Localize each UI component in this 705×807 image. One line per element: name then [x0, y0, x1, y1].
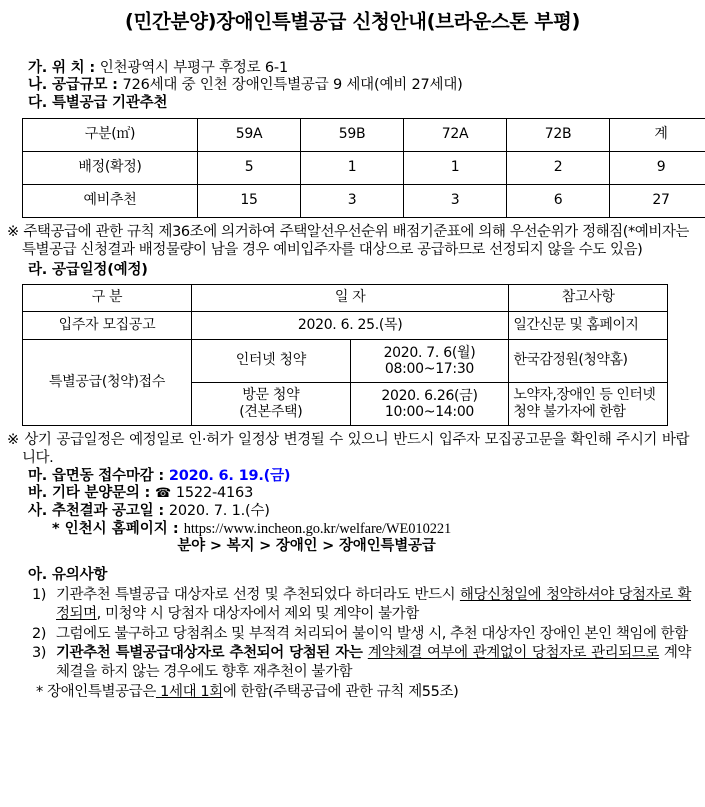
allocation-note: ※ 주택공급에 관한 규칙 제36조에 의거하여 주택알선우선순위 배점기준표에 의해 우선순위가 정해짐(*예비자는 특별공급 신청결과 배정물량이 남을 경우 예비입주자를 대상으로 공급하므로 선정되지 않을 수도 있음)	[7, 223, 689, 259]
table-row-header	[23, 118, 705, 151]
alloc-row1-val1: 3	[301, 184, 404, 217]
caution-2-number: 2)	[32, 625, 46, 642]
sched-row2-date-line2: 10:00~14:00	[384, 403, 475, 420]
location-value: 인천광역시 부평구 후정로 6-1	[99, 59, 288, 76]
schedule-table	[22, 284, 668, 426]
section-homepage	[0, 521, 705, 539]
section-result-notice	[0, 503, 705, 521]
section-inquiry	[0, 485, 705, 503]
alloc-row0-label: 배정(확정)	[23, 151, 198, 184]
section-supply-scale	[0, 77, 705, 95]
section-location	[0, 60, 705, 78]
list-item	[32, 644, 691, 682]
location-marker: 가.	[28, 59, 48, 76]
section-institution-recommend	[0, 95, 705, 113]
alloc-row0-val0: 5	[198, 151, 301, 184]
section-schedule-heading	[0, 262, 705, 280]
sched-row2-reference: 노약자,장애인 등 인터넷 청약 불가자에 한함	[509, 382, 668, 425]
page-title: (민간분양)장애인특별공급 신청안내(브라운스톤 부평)	[124, 10, 581, 33]
schedule-marker: 라.	[28, 261, 48, 278]
list-item	[32, 625, 691, 644]
caution-1-number: 1)	[32, 586, 46, 603]
inquiry-separator: :	[144, 485, 151, 502]
sched-row0-division: 입주자 모집공고	[23, 311, 192, 339]
cautions-label: 유의사항	[51, 567, 108, 584]
table-row	[23, 184, 705, 217]
deadline-label: 읍면동 접수마감	[51, 467, 154, 484]
sched-row2-date	[350, 382, 509, 425]
final-note-star: *	[36, 684, 43, 701]
alloc-row1-val0: 15	[198, 184, 301, 217]
alloc-header-5: 계	[610, 118, 705, 151]
alloc-row0-val1: 1	[301, 151, 404, 184]
sched-row0-date: 2020. 6. 25.(목)	[192, 311, 509, 339]
supply-scale-marker: 나.	[28, 77, 48, 94]
sched-row2-sub	[192, 382, 351, 425]
sched-row1-date-line1: 2020. 7. 6(월)	[383, 344, 476, 361]
location-label: 위 치	[51, 59, 85, 76]
caution-3-text: 기관추천 특별공급대상자로 추천되어 당첨된 자는 계약체결 여부에 관계없이 당첨자로 관리되므로 계약체결을 하지 않는 경우에도 향후 재추천이 불가함	[56, 645, 691, 681]
alloc-row0-val2: 1	[404, 151, 507, 184]
sched-row0-reference: 일간신문 및 홈페이지	[509, 311, 668, 339]
supply-scale-separator: :	[112, 77, 118, 94]
table-row	[23, 311, 668, 339]
location-separator: :	[89, 59, 95, 76]
sched-row1-date-line2: 08:00~17:30	[384, 360, 475, 377]
cautions-list	[0, 586, 705, 682]
alloc-header-4: 72B	[507, 118, 610, 151]
result-notice-separator: :	[158, 503, 164, 520]
homepage-star: *	[52, 520, 60, 537]
homepage-label: 인천시 홈페이지	[64, 520, 168, 537]
caution-2-text: 그럼에도 불구하고 당첨취소 및 부적격 처리되어 불이익 발생 시, 추천 대상자인 장애인 본인 책임에 한함	[56, 625, 688, 642]
alloc-row1-val3: 6	[507, 184, 610, 217]
alloc-header-3: 72A	[404, 118, 507, 151]
sched-row2-date-line1: 2020. 6.26(금)	[381, 387, 478, 404]
homepage-separator: :	[172, 520, 179, 537]
homepage-url[interactable]: https://www.incheon.go.kr/welfare/WE010221	[183, 520, 452, 537]
sched-row1-division: 특별공급(청약)접수	[23, 339, 192, 425]
sched-row2-sub-line1: 방문 청약	[242, 386, 300, 403]
inquiry-label: 기타 분양문의	[51, 485, 140, 502]
inquiry-marker: 바.	[28, 485, 48, 502]
sched-header-date: 일 자	[192, 284, 509, 311]
institution-label: 특별공급 기관추천	[51, 95, 168, 112]
institution-marker: 다.	[28, 95, 48, 112]
supply-scale-value: 726세대 중 인천 장애인특별공급 9 세대(예비 27세대)	[122, 77, 463, 94]
alloc-header-0: 구분(㎡)	[23, 118, 198, 151]
alloc-header-1: 59A	[198, 118, 301, 151]
alloc-row1-val4: 27	[610, 184, 705, 217]
alloc-row1-label: 예비추천	[23, 184, 198, 217]
supply-scale-label: 공급규모	[51, 77, 108, 94]
alloc-row0-val4: 9	[610, 151, 705, 184]
schedule-label: 공급일정(예정)	[51, 261, 148, 278]
inquiry-phone-number: 1522-4163	[175, 485, 254, 502]
cautions-marker: 아.	[28, 567, 48, 584]
deadline-separator: :	[158, 467, 164, 484]
table-row	[23, 339, 668, 382]
deadline-marker: 마.	[28, 467, 48, 484]
table-row-header	[23, 284, 668, 311]
deadline-value: 2020. 6. 19.(금)	[168, 467, 291, 484]
section-deadline	[0, 468, 705, 486]
caution-1-text: 기관추천 특별공급 대상자로 선정 및 추천되었다 하더라도 반드시 해당신청일에 청약하셔야 당첨자로 확정되며, 미청약 시 당첨자 대상자에서 제외 및 계약이 불가함	[56, 586, 691, 622]
sched-row1-reference: 한국감정원(청약홈)	[509, 339, 668, 382]
allocation-table	[22, 118, 705, 218]
sched-row1-sub: 인터넷 청약	[192, 339, 351, 382]
alloc-row1-val2: 3	[404, 184, 507, 217]
sched-header-reference: 참고사항	[509, 284, 668, 311]
homepage-navigation-path: 분야 > 복지 > 장애인 > 장애인특별공급	[177, 538, 436, 555]
sched-row1-date	[350, 339, 509, 382]
result-notice-value: 2020. 7. 1.(수)	[168, 503, 270, 520]
schedule-note: ※ 상기 공급일정은 예정일로 인·허가 일정상 변경될 수 있으니 반드시 입주자 모집공고문을 확인해 주시기 바랍니다.	[7, 431, 689, 467]
alloc-row0-val3: 2	[507, 151, 610, 184]
sched-header-division: 구 분	[23, 284, 192, 311]
sched-row2-sub-line2: (견본주택)	[239, 403, 303, 420]
section-cautions-heading	[0, 567, 705, 585]
final-note	[0, 684, 705, 702]
result-notice-marker: 사.	[28, 503, 48, 520]
telephone-icon: ☎	[155, 486, 172, 502]
final-note-text: 장애인특별공급은 1세대 1회에 한함(주택공급에 관한 규칙 제55조)	[47, 684, 459, 701]
caution-3-number: 3)	[32, 645, 46, 662]
list-item	[32, 586, 691, 624]
alloc-header-2: 59B	[301, 118, 404, 151]
table-row	[23, 151, 705, 184]
result-notice-label: 추천결과 공고일	[51, 503, 154, 520]
